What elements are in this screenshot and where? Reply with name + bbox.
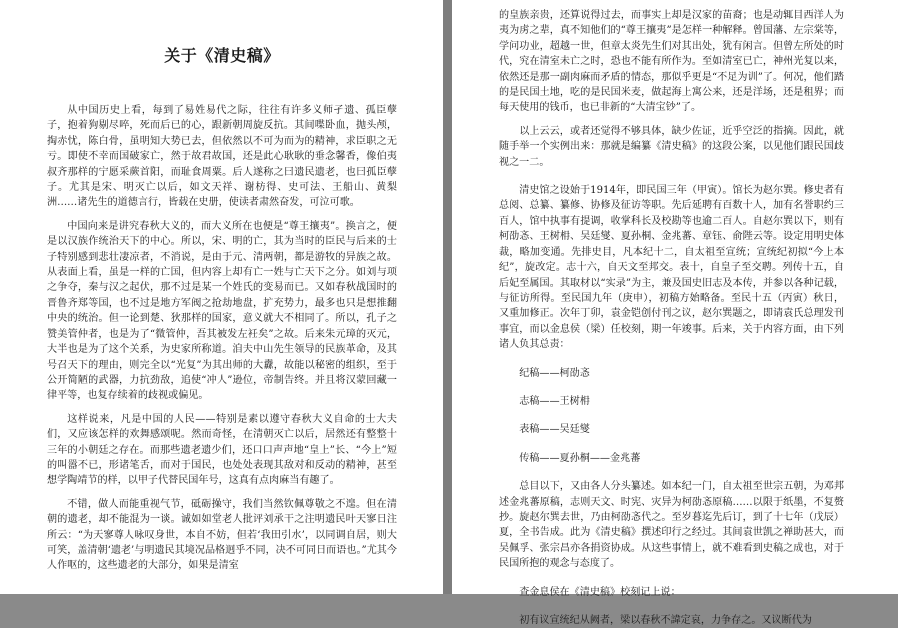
- paragraph: 总目以下，又由各人分头纂述。如本纪一门，自太祖至世宗五朝，为邓邦述金兆蕃原稿，志则天文、时宪、灾异为柯劭忞原稿……以限于纸墨，不复赘抄。旋赵尔巽去世，乃由柯劭忞代之。至岁暮迄先后订，到了十七年（戊辰）夏，全书告成。此为《清史稿》撰述印行之经过。其间袁世凯之禅助甚大，而吴佩孚、张宗昌亦各捐资协成。从这些事情上，就不难看到史稿之成也，对于民国所抱的观念与态度了。: [499, 481, 844, 570]
- editor-list-item: 志稿——王树枏: [519, 395, 590, 407]
- paragraph: 从中国历史上看，每到了易姓易代之际，往往有许多义师孑遗、孤臣孽子，抱着狗剔尽啐，死而后已的心，跟新朝周旋反抗。其间喋卧血，抛头颅，掏赤忧，陈白骨，虽明知大势已去，但依然以不可为而为的精神，求臣职之无亏。即使不幸而国破家亡，然于故君故国，还是此心耿耿的垂念馨香，像伯夷叔齐那样的宁愿采蕨首阳，而耻食周粟。后人遂称之曰遗民遗老，也曰孤臣孽子。尤其是宋、明灭亡以后，如文天祥、谢枋得、史可法、王船山、黄梨洲……诸先生的道德言行，皆载在史册，使读者肃然奋发，可泣可歌。: [47, 105, 397, 209]
- document-title: 关于《清史稿》: [164, 46, 280, 65]
- page-gutter: [443, 0, 452, 594]
- editor-list-item: 表稿——吴廷燮: [519, 424, 590, 436]
- paragraph: 不错，做人而能重视气节，砥砺操守，我们当然钦佩尊敬之不遑。但在清朝的遗老，却不能混为一谈。诚如如堂老人批评刘承干之注明遗民叶天寥日注所云：“为天寥尊人咏叹身世，本自不妨，但若‘我田引水’，以同调自居，则大可笑，盖清朝‘遗老’与明遗民其境况品格迥乎不同，决不可同日而语也。”尤其今人作呕的，这些遗老的大部分，如果是清室: [47, 498, 397, 572]
- left-page: [0, 0, 443, 594]
- paragraph: 的皇族亲贵，还算说得过去，而事实上却是汉家的苗裔；也是动辄目西洋人为夷为虏之辈，真不知他们的“尊王攘夷”是怎样一种解释。曾国藩、左宗棠等，学问功业，超越一世，但章太炎先生们对其出处，犹有闲言。但曾左所处的时代，究在清室未亡之时，恐也不能有所作为。至如清室已亡，神州光复以来，依然还是那一副肉麻而矛盾的情态，那似乎更是“不足为训”了。何况，他们踏的是民国土地，吃的是民国米麦，做起海上寓公来，还是洋场，还是租界；而每天使用的钱币，也已非新的“大清宝钞”了。: [499, 10, 844, 114]
- paragraph: 以上云云，或者还觉得不够具体，缺少佐证，近乎空泛的指摘。因此，就随手举一个实例出来：那就是编纂《清史稿》的这段公案，以见他们跟民国歧视之一二。: [499, 125, 844, 168]
- paragraph: 中国向来是讲究春秋大义的，而大义所在也便是“尊王攘夷”。换言之，便是以汉族作统治天下的中心。所以，宋、明的亡，其为当时的臣民与后来的士子特别感到悲壮凄凉者，不消说，是由于元、清两朝，都是游牧的异族之故。从表面上看，虽是一样的亡国，但内容上却有亡一姓与亡天下之分。如刘与项之争夺，秦与汉之起伏，那不过是某一个姓氏的变易而已。又如春秋战国时的晋鲁齐郑等国，也不过是地方军阀之抢劫地盘，扩充势力，最多也只是想推翻中央的统治。但一论到楚、狄那样的国家，意义就大不相同了。所以，孔子之赞美管仲者，也是为了“微管仲，吾其被发左衽矣”之故。后来朱元璋的灭元，大半也是为了这个关系，为史家所称道。洎夫中山先生领导的民族革命，及其号召天下的理由，则完全以“光复”为其出师的大纛，故能以秘密的组织，至于公开简陋的武器，力抗劲敌，追使“冲人”逊位，帝制告终。并且将汉蒙回藏一律平等，也复存续着的歧视或偏见。: [47, 220, 397, 402]
- right-page: [452, 0, 898, 626]
- paragraph: 清史馆之设始于1914年，即民国三年（甲寅）。馆长为赵尔巽。修史者有总阅、总纂、纂修、协修及征访等职。先后延聘有百数十人，加有名誉职约三百人，馆中执事有提调，收掌科长及校勘等也逾二百人。自赵尔巽以下，则有柯劭忞、王树枏、吴廷燮、夏孙桐、金兆蕃、章钰、俞陛云等。设定用明史体裁，略加变通。先排史目，凡本纪十二，自太祖至宣统；宣统纪初拟“今上本纪”，旋改定。志十六，自天文至邦交。表十，自皇子至交聘。列传十五，自后妃至属国。其取材以“实录”为主，兼及国史旧志及本传，并参以各种记载，与征访所得。至民国九年（庚申），初稿方始略备。至民十五（丙寅）秋日，又重加修正。次年丁卯，袁金铠创付刊之议，赵尔巽题之，即请袁氏总理发刊事宜，而以金息侯（梁）任校刻，期一年竣事。后来，关于内容方面，由下列诸人负其总责：: [499, 185, 844, 351]
- paragraph: 查金息侯在《清史稿》校刻记上说：: [519, 586, 681, 598]
- paragraph: 初有议宣统纪从阙者，梁以春秋不諱定哀，力争存之。又议断代为: [519, 615, 812, 626]
- paragraph: 这样说来，凡是中国的人民——特别是素以遵守春秋大义自命的士大夫们，又应该怎样的欢舞感颂呢。然而奇怪，在清朝灭亡以后，居然还有整整十三年的小朝廷之存在。而那些遗老遗少们，还口口声声地“皇上”长、“今上”短的叫嚣不已，形诸笔舌，而对于国民，也处处表现其敌对和反动的精神，甚至想学陶靖节的样，以甲子代替民国年号，这真有点肉麻当有趣了。: [47, 413, 397, 487]
- editor-list-item: 纪稿——柯劭忞: [519, 367, 590, 379]
- editor-list-item: 传稿——夏孙桐——金兆蕃: [519, 452, 641, 464]
